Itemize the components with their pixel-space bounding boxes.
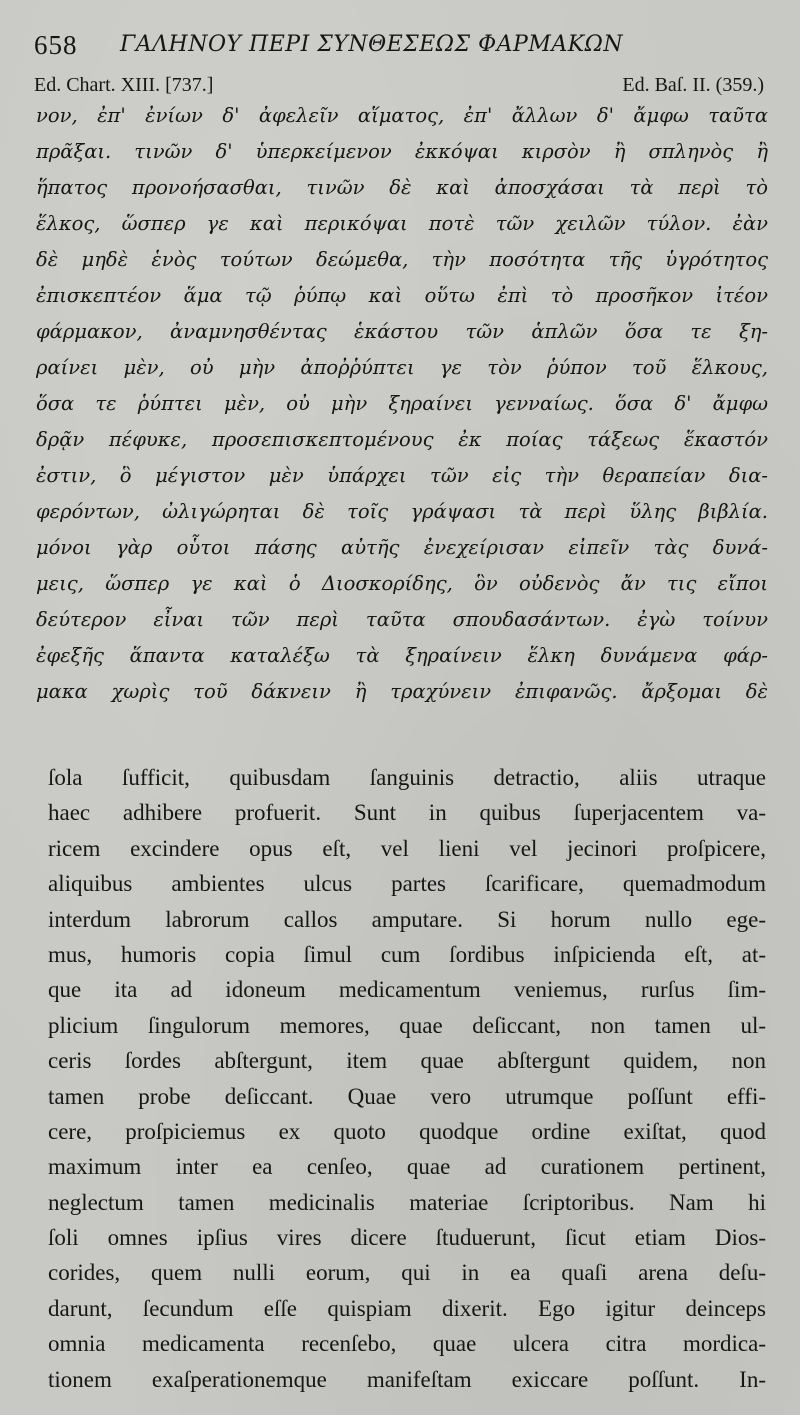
greek-line: μακα χωρὶς τοῦ δάκνειν ἢ τραχύνειν ἐπιφανῶς. ἄρξομαι δὲ <box>36 680 768 703</box>
latin-line: cere, proſpiciemus ex quoto quodque ordine exiſtat, quod <box>48 1118 766 1144</box>
latin-line: ſoli omnes ipſius vires dicere ſtuduerunt, ſicut etiam Dios- <box>48 1225 766 1251</box>
edition-chart-reference: Ed. Chart. XIII. [737.] <box>34 74 214 96</box>
latin-line: darunt, ſecundum eſſe quispiam dixerit. Ego igitur deinceps <box>48 1295 766 1321</box>
latin-line: interdum labrorum callos amputare. Si horum nullo ege- <box>48 906 766 932</box>
greek-line: μεις, ὥσπερ γε καὶ ὁ Διοσκορίδης, ὃν οὐδενὸς ἄν τις εἴποι <box>36 572 768 595</box>
latin-line: tamen probe deſiccant. Quae vero utrumque poſſunt effi- <box>48 1083 766 1109</box>
latin-line: maximum inter ea cenſeo, quae ad curationem pertinent, <box>48 1154 766 1180</box>
greek-line: ὅσα τε ῥύπτει μὲν, οὐ μὴν ξηραίνει γενναίως. ὅσα δ' ἄμφω <box>36 392 768 415</box>
greek-line: ἐστιν, ὃ μέγιστον μὲν ὑπάρχει τῶν εἰς τὴν θεραπείαν δια- <box>36 464 768 487</box>
latin-line: haec adhibere profuerit. Sunt in quibus ſuperjacentem va- <box>48 800 766 826</box>
latin-text-block <box>48 760 766 1397</box>
greek-line: ἕλκος, ὥσπερ γε καὶ περικόψαι ποτὲ τῶν χειλῶν τύλον. ἐὰν <box>36 212 768 235</box>
greek-line: φάρμακον, ἀναμνησθέντας ἑκάστου τῶν ἁπλῶν ὅσα τε ξη- <box>36 320 768 343</box>
latin-line: ceris ſordes abſtergunt, item quae abſtergunt quidem, non <box>48 1048 766 1074</box>
latin-line: aliquibus ambientes ulcus partes ſcarificare, quemadmodum <box>48 871 766 897</box>
running-title: ΓΑΛΗΝΟΥ ΠΕΡΙ ΣΥΝΘΕΣΕΩΣ ΦΑΡΜΑΚΩΝ <box>120 32 624 57</box>
greek-line: ἐπισκεπτέον ἅμα τῷ ῥύπῳ καὶ οὕτω ἐπὶ τὸ προσῆκον ἰτέον <box>36 284 768 307</box>
page-number: 658 <box>34 30 78 60</box>
edition-basel-reference: Ed. Baſ. II. (359.) <box>622 74 764 96</box>
latin-line: omnia medicamenta recenſebo, quae ulcera citra mordica- <box>48 1331 766 1357</box>
greek-line: ἥπατος προνοήσασθαι, τινῶν δὲ καὶ ἀποσχάσαι τὰ περὶ τὸ <box>36 176 768 199</box>
greek-line: δεύτερον εἶναι τῶν περὶ ταῦτα σπουδασάντων. ἐγὼ τοίνυν <box>36 608 768 631</box>
latin-line: corides, quem nulli eorum, qui in ea quaſi arena deſu- <box>48 1260 766 1286</box>
latin-line: neglectum tamen medicinalis materiae ſcriptoribus. Nam hi <box>48 1189 766 1215</box>
greek-line: νον, ἐπ' ἐνίων δ' ἀφελεῖν αἵματος, ἐπ' ἄλλων δ' ἄμφω ταῦτα <box>36 104 768 127</box>
latin-line: plicium ſingulorum memores, quae deſiccant, non tamen ul- <box>48 1012 766 1038</box>
greek-line: φερόντων, ὠλιγώρηται δὲ τοῖς γράψασι τὰ περὶ ὕλης βιβλία. <box>36 500 768 523</box>
latin-line: ricem excindere opus eſt, vel lieni vel jecinori proſpicere, <box>48 835 766 861</box>
latin-line: mus, humoris copia ſimul cum ſordibus inſpicienda eſt, at- <box>48 941 766 967</box>
greek-line: πρᾶξαι. τινῶν δ' ὑπερκείμενον ἐκκόψαι κιρσὸν ἢ σπληνὸς ἢ <box>36 140 768 163</box>
greek-line: δρᾷν πέφυκε, προσεπισκεπτομένους ἐκ ποίας τάξεως ἕκαστόν <box>36 428 768 451</box>
greek-line: δὲ μηδὲ ἑνὸς τούτων δεώμεθα, τὴν ποσότητα τῆς ὑγρότητος <box>36 248 768 271</box>
running-header <box>34 26 774 66</box>
greek-line: μόνοι γὰρ οὗτοι πάσης αὐτῆς ἐνεχείρισαν εἰπεῖν τὰς δυνά- <box>36 536 768 559</box>
latin-line: que ita ad idoneum medicamentum veniemus, rurſus ſim- <box>48 977 766 1003</box>
latin-line: ſola ſufficit, quibusdam ſanguinis detractio, aliis utraque <box>48 765 766 790</box>
latin-line: tionem exaſperationemque manifeſtam exiccare poſſunt. In- <box>48 1366 766 1392</box>
greek-line: ἐφεξῆς ἅπαντα καταλέξω τὰ ξηραίνειν ἕλκη δυνάμενα φάρ- <box>36 644 768 667</box>
greek-text-block <box>36 98 768 710</box>
greek-line: ραίνει μὲν, οὐ μὴν ἀποῤῥύπτει γε τὸν ῥύπον τοῦ ἕλκους, <box>36 356 768 379</box>
